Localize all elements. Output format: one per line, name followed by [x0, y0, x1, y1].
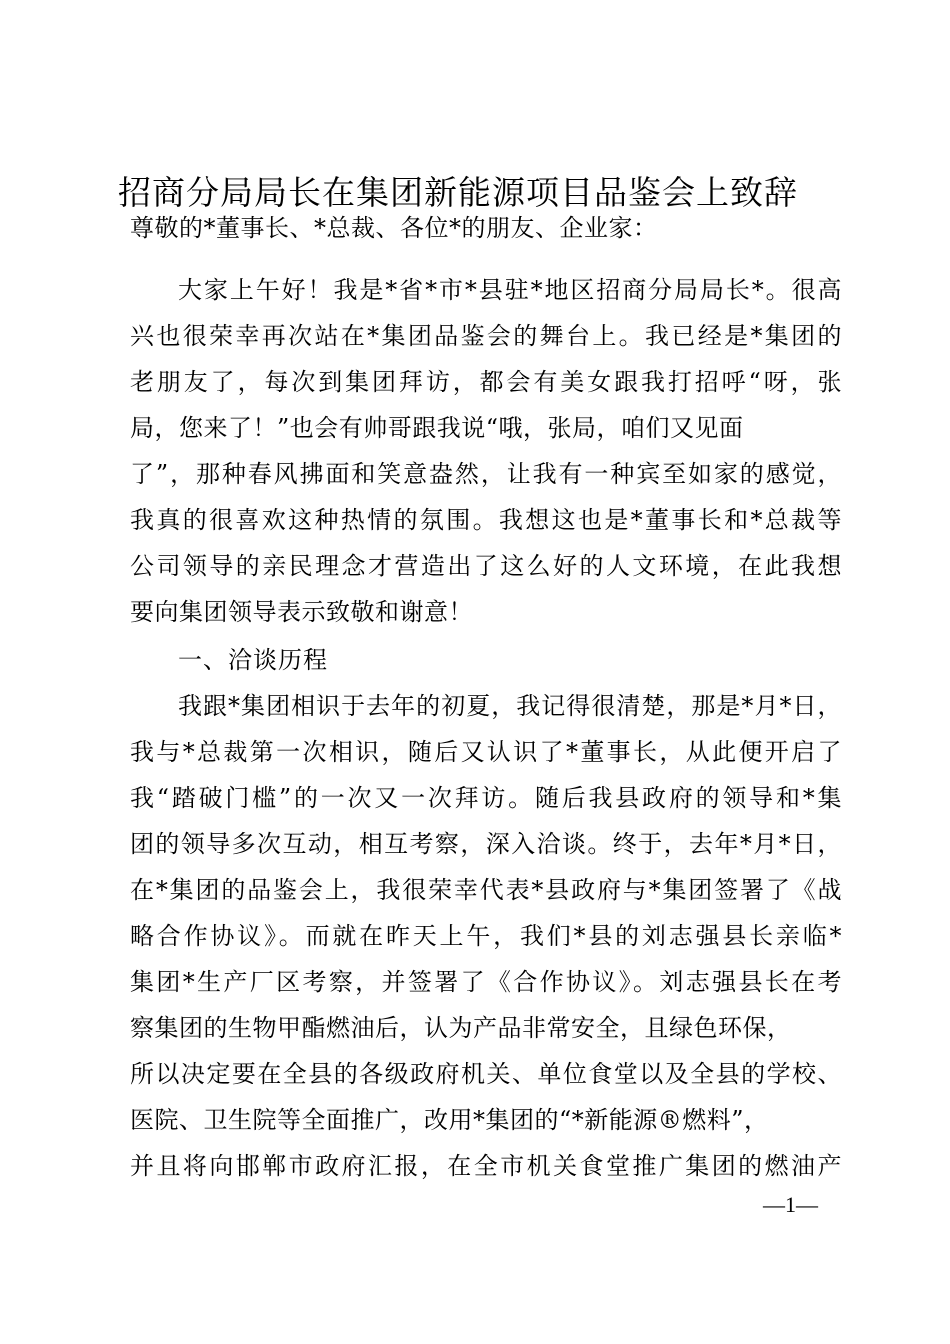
paragraph-2-line-5: 在*集团的品鉴会上，我很荣幸代表*县政府与*集团签署了《战	[130, 876, 842, 904]
section-heading: 一、洽谈历程	[178, 646, 328, 674]
paragraph-2-line-2: 我与*总裁第一次相识，随后又认识了*董事长，从此便开启了	[130, 738, 842, 766]
paragraph-1-line-8: 要向集团领导表示致敬和谢意！	[130, 598, 473, 626]
page-number: —1—	[763, 1192, 818, 1217]
document-title: 招商分局局长在集团新能源项目品鉴会上致辞	[118, 173, 798, 212]
paragraph-2-line-9: 所以决定要在全县的各级政府机关、单位食堂以及全县的学校、	[130, 1060, 842, 1088]
paragraph-2-line-1: 我跟*集团相识于去年的初夏，我记得很清楚，那是*月*日，	[178, 692, 842, 720]
paragraph-2-line-11: 并且将向邯郸市政府汇报，在全市机关食堂推广集团的燃油产	[130, 1152, 842, 1180]
paragraph-2-line-8: 察集团的生物甲酯燃油后，认为产品非常安全，且绿色环保，	[130, 1014, 792, 1042]
paragraph-2-line-3: 我“踏破门槛”的一次又一次拜访。随后我县政府的领导和*集	[130, 784, 842, 812]
paragraph-2-line-6: 略合作协议》。而就在昨天上午，我们*县的刘志强县长亲临*	[130, 922, 842, 950]
paragraph-2-line-10: 医院、卫生院等全面推广，改用*集团的“*新能源®燃料”，	[130, 1106, 769, 1134]
paragraph-2-line-4: 团的领导多次互动，相互考察，深入洽谈。终于，去年*月*日，	[130, 830, 842, 858]
paragraph-1-line-2: 兴也很荣幸再次站在*集团品鉴会的舞台上。我已经是*集团的	[130, 322, 842, 350]
paragraph-1-line-5: 了”，那种春风拂面和笑意盎然，让我有一种宾至如家的感觉，	[130, 460, 842, 488]
paragraph-1-line-7: 公司领导的亲民理念才营造出了这么好的人文环境，在此我想	[130, 552, 842, 580]
paragraph-1-line-4: 局，您来了！”也会有帅哥跟我说“哦，张局，咱们又见面	[130, 414, 744, 442]
paragraph-2-line-7: 集团*生产厂区考察，并签署了《合作协议》。刘志强县长在考	[130, 968, 842, 996]
greeting: 尊敬的*董事长、*总裁、各位*的朋友、企业家：	[130, 214, 658, 242]
paragraph-1-line-1: 大家上午好！我是*省*市*县驻*地区招商分局局长*。很高	[178, 276, 842, 304]
paragraph-1-line-6: 我真的很喜欢这种热情的氛围。我想这也是*董事长和*总裁等	[130, 506, 842, 534]
paragraph-1-line-3: 老朋友了，每次到集团拜访，都会有美女跟我打招呼“呀，张	[130, 368, 842, 396]
